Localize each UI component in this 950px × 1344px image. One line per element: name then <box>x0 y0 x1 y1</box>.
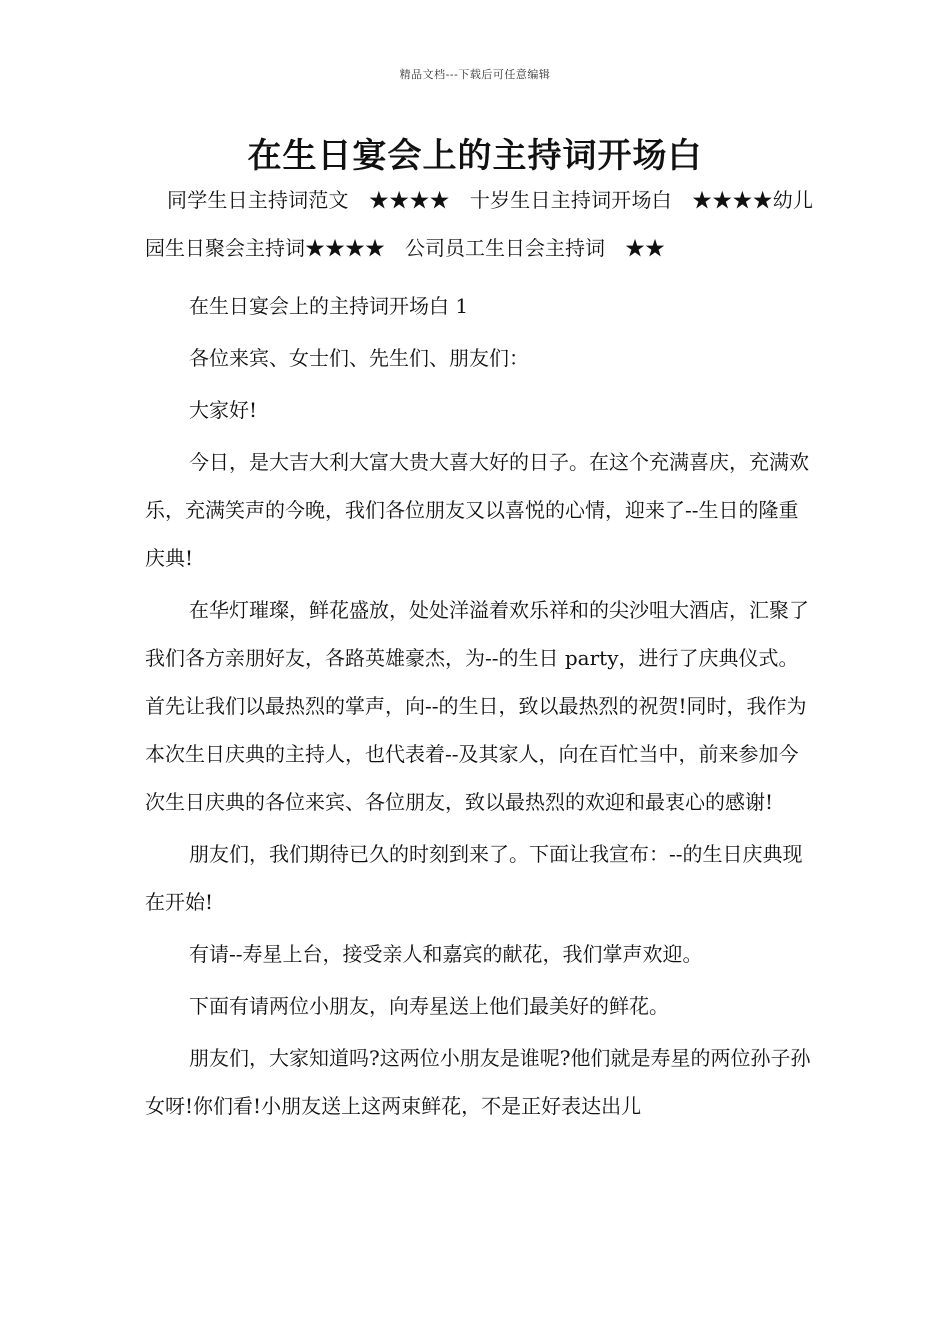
related-links-line <box>145 176 813 272</box>
document-title: 在生日宴会上的主持词开场白 <box>247 136 703 176</box>
header-note: 精品文档---下载后可任意编辑 <box>399 68 551 81</box>
body-paragraph: 朋友们，我们期待已久的时刻到来了。下面让我宣布：--的生日庆典现在开始! <box>145 842 803 914</box>
body-paragraph: 下面有请两位小朋友，向寿星送上他们最美好的鲜花。 <box>189 994 669 1018</box>
document-body <box>145 176 813 1134</box>
section-heading: 在生日宴会上的主持词开场白 1 <box>189 294 469 318</box>
body-paragraph: 有请--寿星上台，接受亲人和嘉宾的献花，我们掌声欢迎。 <box>189 942 703 966</box>
greeting-line: 各位来宾、女士们、先生们、朋友们： <box>189 346 529 370</box>
body-paragraph: 今日，是大吉大利大富大贵大喜大好的日子。在这个充满喜庆，充满欢乐，充满笑声的今晚，我们各位朋友又以喜悦的心情，迎来了--生日的隆重庆典! <box>145 450 809 570</box>
related-links-text: 同学生日主持词范文 ★★★★ 十岁生日主持词开场白 ★★★★幼儿园生日聚会主持词★★★★ 公司员工生日会主持词 ★★ <box>145 188 813 260</box>
body-paragraph: 朋友们，大家知道吗?这两位小朋友是谁呢?他们就是寿星的两位孙子孙女呀!你们看!小朋友送上这两束鲜花，不是正好表达出儿 <box>145 1046 811 1118</box>
greeting-line: 大家好! <box>189 398 258 422</box>
body-paragraph: 在华灯璀璨，鲜花盛放，处处洋溢着欢乐祥和的尖沙咀大酒店，汇聚了我们各方亲朋好友，各路英雄豪杰，为--的生日 party，进行了庆典仪式。首先让我们以最热烈的掌声，向--的生日，致以最热烈的祝贺!同时，我作为本次生日庆典的主持人，也代表着--及其家人，向在百忙当中，前来参加今次生日庆典的各位来宾、各位朋友，致以最热烈的欢迎和最衷心的感谢! <box>145 598 809 814</box>
